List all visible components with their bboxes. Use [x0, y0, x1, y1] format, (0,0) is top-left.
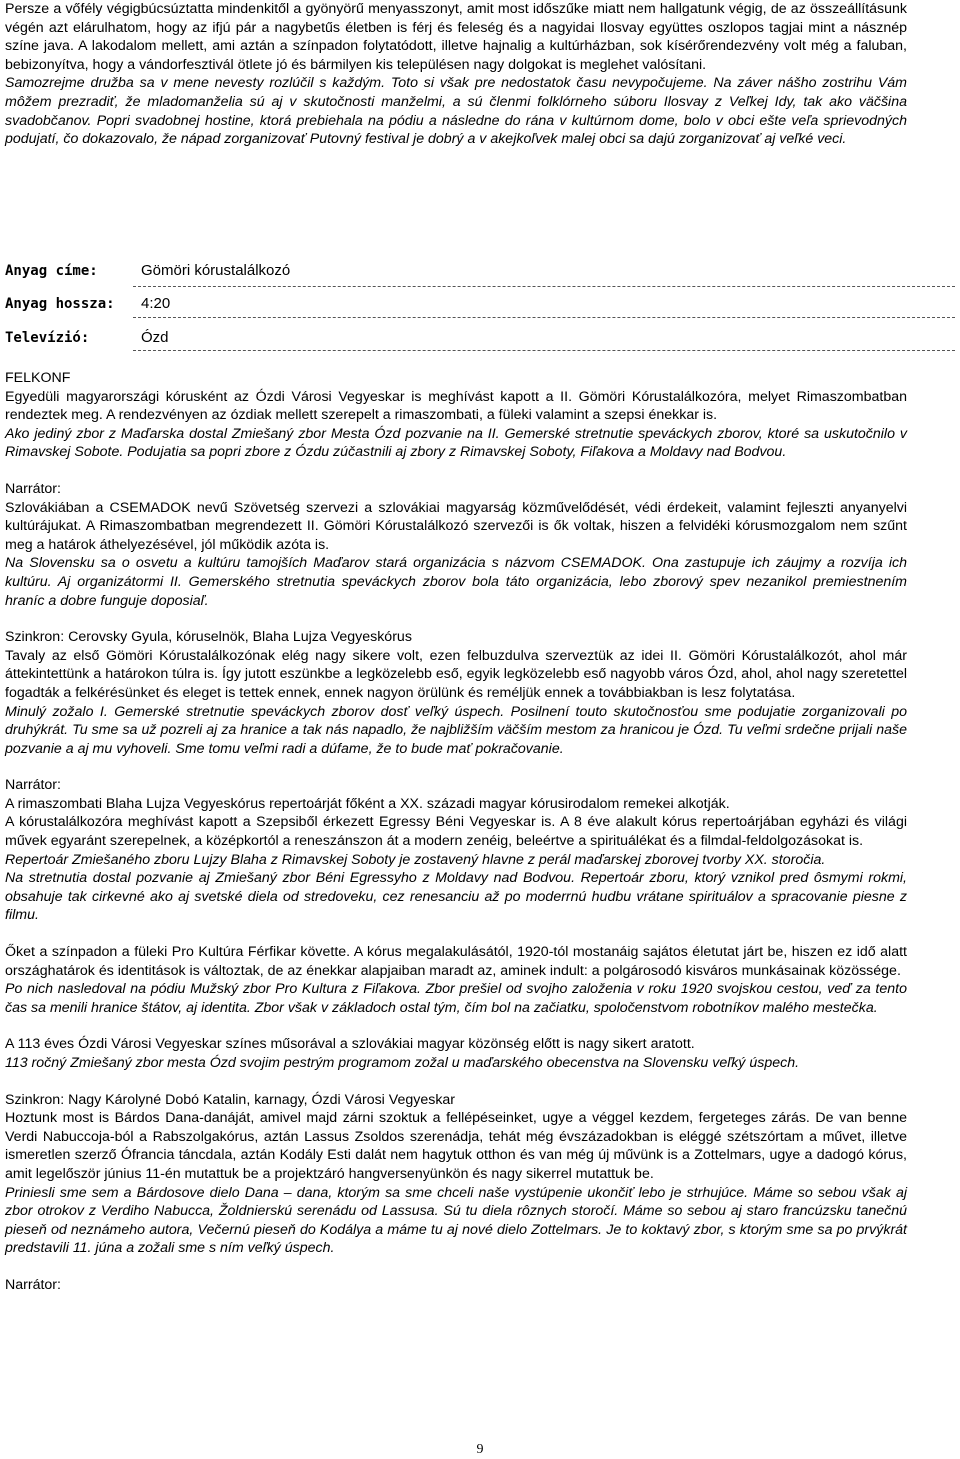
narration-hungarian: A rimaszombati Blaha Lujza Vegyeskórus repertoárját főként a XX. századi magyar kórusirodalom remekei alkotják. A kórustalálkozóra meghívást kapott a Szepsiből érkezett Egressy Béni Vegyeskar is. A 8 éve alakult kórus repertoárjában egyházi és világi művek egyaránt szerepelnek, a középkortól a reneszánszon át a modern zenéig, beleértve a spirituálékat és a filmdal-feldolgozásokat is.	[5, 795, 907, 850]
meta-tv-label: Televízió:	[5, 330, 90, 346]
meta-length-row	[5, 290, 955, 318]
meta-title-row	[5, 262, 955, 290]
narrator-heading: Narrátor:	[5, 480, 61, 497]
intro-paragraph-slovak: Samozrejme družba sa v mene nevesty rozlúčil s každým. Toto si však pre nedostatok času nevypočujeme. Na záver nášho zostrihu Vám môžem prezradiť, že mladomanželia sú aj v skutočnosti manželmi, a sú členmi folklórneho súboru Ilosvay z Veľkej Idy, tak ako väčšina svadobčanov. Popri svadobnej hostine, ktorá prebiehala na pódiu a následne do rána v kultúrnom dome, bolo v obci ešte veľa sprievodných podujatí, čo dokazovalo, že nápad zorganizovať Putovný festival je dobrý a v akejkoľvek malej obci sa dajú zorganizovať aj veľké veci.	[5, 75, 907, 148]
meta-divider	[133, 286, 955, 287]
synchron-slovak: Minulý zožalo I. Gemerské stretnutie speváckych zborov dosť veľký úspech. Posilnení touto skutočnosťou sme podujatie zorganizovali po druhýkrát. Tu sme sa už pozreli aj za hranice a tak nás napadlo, že najbližším väčším mestom za hranicou je Ózd. Tu veľmi srdečne prijali naše pozvanie a aj mu vyhoveli. Sme tomu veľmi radi a dúfame, že to bude mať pokračovanie.	[5, 703, 907, 757]
narrator-heading: Narrátor:	[5, 777, 61, 794]
felkonf-hungarian: FELKONF Egyedüli magyarországi kórusként az Ózdi Városi Vegyeskar is meghívást kapott a II. Gömöri Kórustalálkozóra, melyet Rimaszombatban rendeztek meg. A rendezvényen az ózdiak mellett szerepelt a rimaszombati, a füleki valamint a szepsi énekkar is.	[5, 370, 907, 424]
narration-hungarian: A 113 éves Ózdi Városi Vegyeskar színes műsorával a szlovákiai magyar közönség előtt is nagy sikert aratott.	[5, 1036, 695, 1053]
metadata-block	[5, 262, 955, 346]
narration-slovak: Repertoár Zmiešaného zboru Lujzy Blaha z Rimavskej Soboty je zostavený hlavne z perál maďarskej zborovej tvorby XX. storočia. Na stretnutia dostal pozvanie aj Zmiešaný zbor Béni Egressyho z Moldavy nad Bodvou. Repertoár zboru, ktorý vznikol pred ôsmymi rokmi, obsahuje tak cirkevné ako aj svetské diela od stredoveku, cez renesanciu až po moderrnú hudbu vrátane spirituálov a spracovanie piesne z filmu.	[5, 851, 907, 924]
meta-title-value: Gömöri kórustalálkozó	[141, 262, 291, 279]
meta-length-label: Anyag hossza:	[5, 296, 115, 312]
meta-tv-row	[5, 318, 955, 346]
synchron-slovak: Priniesli sme sem a Bárdosove dielo Dana – dana, ktorým sa sme chceli naše vystúpenie ukončiť lebo je strhujúce. Máme so sebou však aj zbor otrokov z Verdiho Nabucca, Žoldnierskú serenádu od Lassusa. Sú tu diela rôznych storočí. Máme so sebou aj staro francúzsku tanečnú pieseň od neznámeho autora, Večernú pieseň do Kodálya a máme tu aj nové dielo Zottelmars. Je to koktavý zbor, s ktorým sme sa po prvýkrát predstavili 11. júna a zožali sme s ním veľký úspech.	[5, 1184, 907, 1257]
narration-slovak: Na Slovensku sa o osvetu a kultúru tamojších Maďarov stará organizácia s názvom CSEMADOK. Ona zastupuje ich záujmy a rozvíja ich kultúru. Aj organizátormi II. Gemerského stretnutia speváckych zborov bola táto organizácia, lebo zborový spev nezanikol premiestnením hraníc a dobre funguje doposiaľ.	[5, 555, 907, 609]
narration-slovak: Po nich nasledoval na pódiu Mužský zbor Pro Kultura z Fiľakova. Zbor prešiel od svojho založenia v roku 1920 svojskou cestou, veď za tento čas sa menili hranice štátov, aj identita. Zbor však v základoch ostal tým, čím bol na začiatku, spoločenstvom robotníkov malého mestečka.	[5, 981, 907, 1016]
script-body	[5, 369, 907, 1295]
narration-slovak: 113 ročný Zmiešaný zbor mesta Ózd svojim pestrým programom zožal u maďarského obecenstva na Slovensku veľký úspech.	[5, 1055, 800, 1071]
meta-length-value: 4:20	[141, 295, 171, 312]
meta-title-label: Anyag címe:	[5, 263, 98, 279]
meta-tv-value: Ózd	[141, 329, 169, 346]
intro-paragraph-hungarian: Persze a vőfély végigbúcsúztatta mindenkitől a gyönyörű menyasszonyt, amit most időszűke miatt nem hallgatunk végig, de az összeállításunk végén azt elárulhatom, hogy az ifjú pár a nagybetűs életben is férj és feleség és a nagyidai Ilosvay együttes oszlopos tagjai mint a násznép színe java. A lakodalom mellett, ami aztán a színpadon folytatódott, illetve hajnalig a kultúrházban, sok kísérőrendezvény volt még a faluban, bebizonyítva, hogy a vándorfesztivál ötlete jó és bármilyen kis településen nagy dolgokat is meglehet valósítani.	[5, 1, 907, 73]
synchron-heading: Szinkron: Cerovsky Gyula, kóruselnök, Blaha Lujza Vegyeskórus	[5, 629, 412, 646]
narrator-heading: Narrátor:	[5, 1276, 61, 1293]
synchron-heading: Szinkron: Nagy Károlyné Dobó Katalin, karnagy, Ózdi Városi Vegyeskar	[5, 1091, 456, 1108]
meta-divider	[133, 350, 955, 351]
synchron-hungarian: Tavaly az első Gömöri Kórustalálkozónak elég nagy sikere volt, ezen felbuzdulva szerveztük az idei II. Gömöri Kórustalálkozót, ahol már áttekintettünk a határokon túlra is. Így jutott eszünkbe a legközelebb eső, egyik legközelebb eső nagyobb város Ózd, ahol, ahol nagy szeretettel fogadták a felkérésünket és eleget is tettek ennek, ennek nagyon örülünk és reméljük ennek a továbbiakban is lesz folytatása.	[5, 647, 907, 701]
narration-hungarian: Őket a színpadon a füleki Pro Kultúra Férfikar követte. A kórus megalakulásától, 1920-tól mostanáig sajátos életutat járt be, hiszen ez idő alatt országhatárok és identitások is változtak, de az énekkar alapjaiban maradt az, aminek indult: a polgárosodó kisváros munkásainak közössége.	[5, 944, 907, 979]
intro-section	[5, 0, 907, 149]
synchron-hungarian: Hoztunk most is Bárdos Dana-danáját, amivel majd zárni szoktuk a fellépéseinket, ugye a véggel kezdem, fergeteges zárás. De van benne Verdi Nabuccoja-ból a Rabszolgakórus, aztán Lassus Zsoldos szerenádja, tehát még évszázadokban is eléggé szétszórtam a művet, illetve ismeretlen szerző Ófrancia táncdala, aztán Kodály Esti dalát nem hagytuk otthon és van még új művünk is a Zottelmars, ugye a dadogó kórus, amit legelőször június 11-én mutattuk be a projektzáró hangversenyünkön és nagy sikerrel mutattuk be.	[5, 1110, 907, 1182]
felkonf-slovak: Ako jediný zbor z Maďarska dostal Zmiešaný zbor Mesta Ózd pozvanie na II. Gemerské stretnutie speváckych zborov, ktoré sa uskutočnilo v Rimavskej Sobote. Podujatia sa popri zbore z Ózdu zúčastnili aj zbory z Rimavskej Soboty, Fiľakova a Moldavy nad Bodvou.	[5, 425, 907, 461]
page-number: 9	[476, 1442, 484, 1457]
narration-hungarian: Szlovákiában a CSEMADOK nevű Szövetség szervezi a szlovákiai magyarság közművelődését, védi érdekeit, valamint fejleszti anyanyelvi kultúrájukat. A Rimaszombatban megrendezett II. Gömöri Kórustalálkozó szervezői is ők voltak, hiszen a felvidéki kórusmozgalom nem szűnt meg a határok áthelyezésével, jól működik azóta is.	[5, 499, 907, 553]
